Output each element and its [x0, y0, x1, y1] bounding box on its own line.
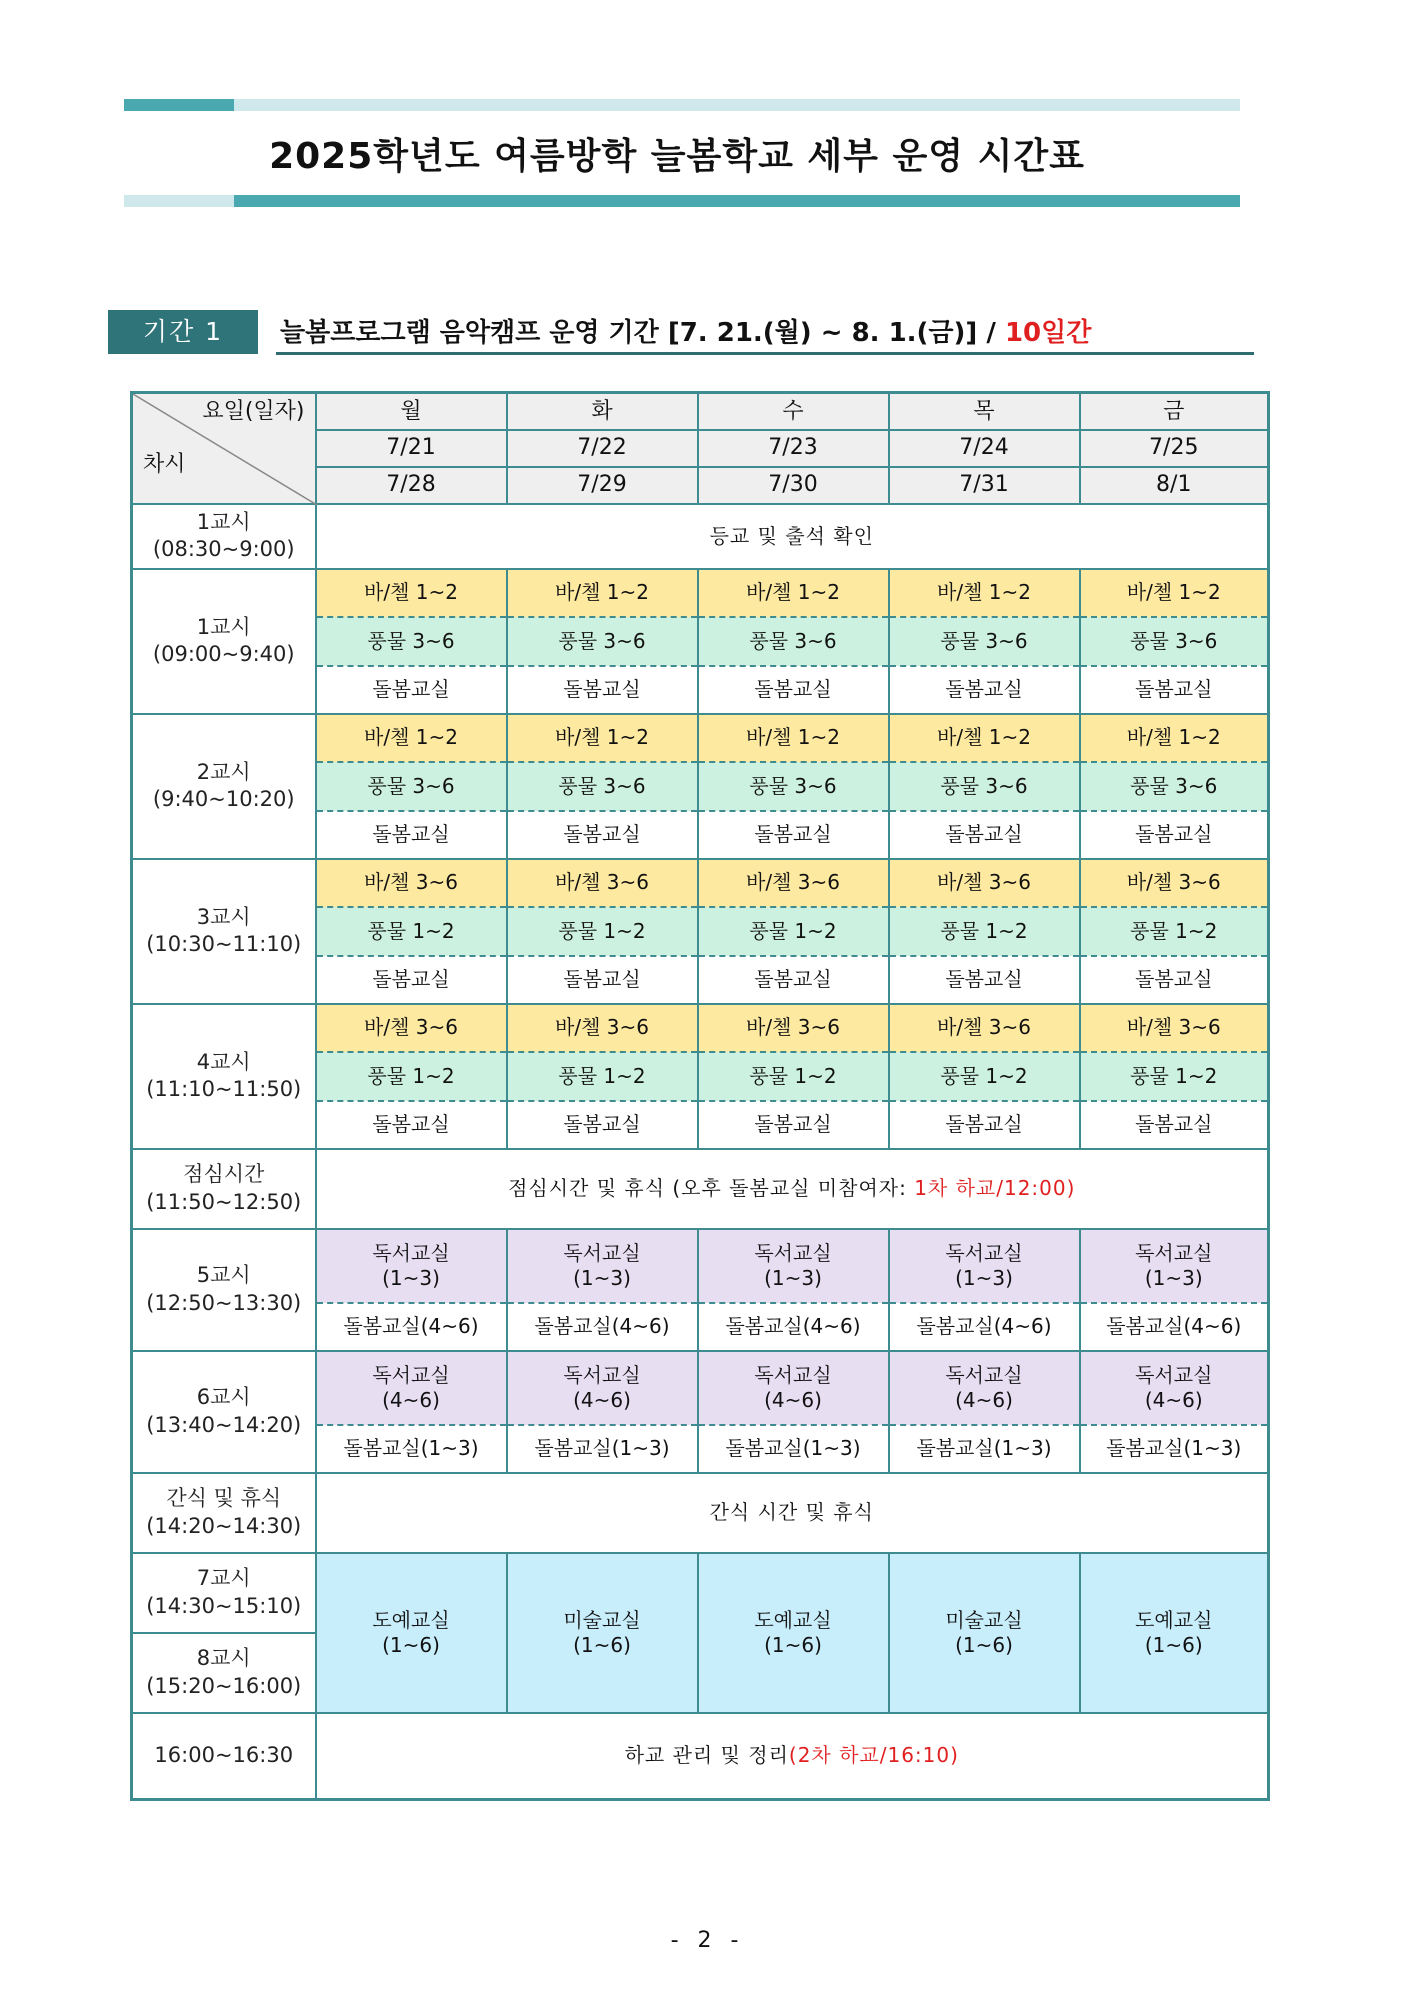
class-cell: 풍물 3~6 — [698, 762, 889, 811]
class-cell: 바/첼 1~2 — [889, 714, 1080, 762]
class-name: 도예교실 — [754, 1607, 832, 1632]
class-grades: (1~3) — [382, 1265, 440, 1290]
class-cell: 풍물 3~6 — [1080, 762, 1269, 811]
class-cell: 돌봄교실 — [316, 666, 507, 714]
period-cell — [132, 1004, 316, 1149]
class-cell: 풍물 1~2 — [507, 1052, 698, 1101]
class-grades: (4~6) — [764, 1387, 822, 1412]
date-week2: 7/31 — [889, 467, 1080, 504]
class-cell — [507, 1229, 698, 1303]
date-week1: 7/25 — [1080, 430, 1269, 467]
class-cell: 돌봄교실(4~6) — [1080, 1303, 1269, 1351]
class-grades: (1~6) — [955, 1632, 1013, 1657]
period-cell — [132, 569, 316, 714]
class-cell: 돌봄교실 — [1080, 956, 1269, 1004]
period-name: 1교시 — [196, 614, 251, 639]
afternoon-class-cell — [507, 1553, 698, 1713]
class-cell: 풍물 1~2 — [316, 907, 507, 956]
afternoon-class-cell — [1080, 1553, 1269, 1713]
period-time: (9:40~10:20) — [152, 787, 295, 811]
class-cell: 풍물 1~2 — [889, 907, 1080, 956]
dismissal-highlight: (2차 하교/16:10) — [788, 1743, 959, 1768]
header-bar-bottom-light — [124, 195, 234, 207]
class-cell: 바/첼 1~2 — [698, 714, 889, 762]
class-cell: 돌봄교실(1~3) — [507, 1425, 698, 1473]
date-week1: 7/22 — [507, 430, 698, 467]
class-cell — [1080, 1351, 1269, 1425]
period-underline — [276, 352, 1254, 355]
corner-top-label: 요일(일자) — [202, 399, 305, 424]
class-cell: 돌봄교실 — [698, 811, 889, 859]
class-cell — [889, 1229, 1080, 1303]
class-grades: (4~6) — [955, 1387, 1013, 1412]
period-time: 16:00~16:30 — [154, 1743, 294, 1768]
class-cell: 풍물 3~6 — [698, 617, 889, 666]
period-cell — [132, 1473, 316, 1553]
class-cell: 돌봄교실(4~6) — [889, 1303, 1080, 1351]
schedule-table — [130, 391, 1270, 1801]
period-description — [280, 312, 1091, 349]
class-cell: 바/첼 3~6 — [507, 859, 698, 907]
class-cell: 풍물 3~6 — [889, 762, 1080, 811]
period-name: 1교시 — [196, 509, 251, 534]
period-time: (11:50~12:50) — [146, 1189, 302, 1214]
page-title: 2025학년도 여름방학 늘봄학교 세부 운영 시간표 — [269, 136, 1085, 177]
class-cell: 돌봄교실 — [507, 666, 698, 714]
period-cell — [132, 859, 316, 1004]
class-cell: 풍물 3~6 — [507, 617, 698, 666]
class-cell: 바/첼 1~2 — [316, 714, 507, 762]
class-cell: 돌봄교실(1~3) — [316, 1425, 507, 1473]
lunch-cell — [316, 1149, 1269, 1229]
class-cell: 바/첼 3~6 — [1080, 859, 1269, 907]
period-time: (09:00~9:40) — [152, 642, 295, 666]
class-cell: 바/첼 3~6 — [698, 859, 889, 907]
date-week2: 7/30 — [698, 467, 889, 504]
period-name: 간식 및 휴식 — [166, 1486, 282, 1511]
class-cell: 돌봄교실 — [889, 1101, 1080, 1149]
class-cell: 풍물 1~2 — [1080, 1052, 1269, 1101]
class-grades: (1~6) — [1144, 1632, 1203, 1657]
period-cell — [132, 1553, 316, 1633]
class-grades: (1~6) — [764, 1632, 822, 1657]
date-week2: 7/29 — [507, 467, 698, 504]
class-cell — [698, 1229, 889, 1303]
date-week2: 8/1 — [1080, 467, 1269, 504]
class-name: 독서교실 — [754, 1362, 832, 1387]
period-cell — [132, 504, 316, 569]
period-days: 10일간 — [1004, 318, 1092, 348]
class-cell: 돌봄교실 — [507, 811, 698, 859]
class-cell: 돌봄교실(1~3) — [889, 1425, 1080, 1473]
class-cell: 돌봄교실 — [698, 1101, 889, 1149]
class-grades: (4~6) — [1144, 1387, 1203, 1412]
class-grades: (1~3) — [1144, 1265, 1203, 1290]
period-time: (08:30~9:00) — [152, 537, 295, 561]
afternoon-class-cell — [316, 1553, 507, 1713]
class-name: 독서교실 — [563, 1362, 641, 1387]
day-header: 금 — [1080, 393, 1269, 430]
day-header: 목 — [889, 393, 1080, 430]
class-cell — [507, 1351, 698, 1425]
class-cell: 돌봄교실 — [1080, 811, 1269, 859]
arrival-cell: 등교 및 출석 확인 — [316, 504, 1269, 569]
period-time: (15:20~16:00) — [146, 1673, 302, 1698]
class-name: 독서교실 — [945, 1362, 1023, 1387]
period-time: (14:30~15:10) — [146, 1593, 302, 1618]
period-cell — [132, 1149, 316, 1229]
dismissal-cell — [316, 1713, 1269, 1800]
class-cell: 바/첼 3~6 — [316, 1004, 507, 1052]
class-cell: 풍물 3~6 — [316, 617, 507, 666]
class-name: 미술교실 — [563, 1607, 641, 1632]
period-name: 2교시 — [196, 759, 251, 784]
class-grades: (1~3) — [955, 1265, 1013, 1290]
class-cell: 바/첼 3~6 — [507, 1004, 698, 1052]
day-header: 월 — [316, 393, 507, 430]
class-name: 독서교실 — [945, 1240, 1023, 1265]
class-cell: 돌봄교실 — [316, 956, 507, 1004]
corner-header — [132, 393, 316, 504]
class-name: 도예교실 — [372, 1607, 450, 1632]
class-cell — [316, 1229, 507, 1303]
period-time: (13:40~14:20) — [146, 1412, 302, 1437]
period-name: 7교시 — [196, 1566, 251, 1591]
class-cell: 풍물 1~2 — [698, 1052, 889, 1101]
period-cell — [132, 1351, 316, 1473]
class-cell: 돌봄교실 — [1080, 666, 1269, 714]
lunch-highlight: 1차 하교/12:00) — [914, 1176, 1076, 1200]
period-time: (12:50~13:30) — [146, 1290, 302, 1315]
class-cell: 돌봄교실(1~3) — [1080, 1425, 1269, 1473]
period-cell — [132, 1229, 316, 1351]
period-name: 점심시간 — [183, 1162, 265, 1187]
class-cell: 풍물 3~6 — [1080, 617, 1269, 666]
date-week1: 7/23 — [698, 430, 889, 467]
class-cell: 돌봄교실(1~3) — [698, 1425, 889, 1473]
period-time: (14:20~14:30) — [146, 1513, 302, 1538]
class-name: 독서교실 — [754, 1240, 832, 1265]
lunch-text: 점심시간 및 휴식 (오후 돌봄교실 미참여자: — [508, 1176, 907, 1200]
class-cell: 돌봄교실 — [698, 666, 889, 714]
class-cell: 돌봄교실 — [316, 811, 507, 859]
day-header: 수 — [698, 393, 889, 430]
period-cell — [132, 1633, 316, 1713]
class-cell: 돌봄교실 — [1080, 1101, 1269, 1149]
period-name: 3교시 — [196, 904, 251, 929]
class-cell: 돌봄교실(4~6) — [316, 1303, 507, 1351]
class-cell: 돌봄교실 — [889, 811, 1080, 859]
class-grades: (1~6) — [382, 1632, 440, 1657]
class-grades: (1~6) — [573, 1632, 631, 1657]
dismissal-text: 하교 관리 및 정리 — [624, 1743, 789, 1768]
class-cell: 풍물 1~2 — [1080, 907, 1269, 956]
class-cell: 돌봄교실 — [507, 1101, 698, 1149]
class-cell — [316, 1351, 507, 1425]
class-cell: 돌봄교실 — [316, 1101, 507, 1149]
class-cell: 바/첼 1~2 — [316, 569, 507, 617]
class-cell — [698, 1351, 889, 1425]
period-name: 6교시 — [196, 1385, 251, 1410]
class-name: 독서교실 — [1135, 1240, 1213, 1265]
class-cell: 풍물 1~2 — [889, 1052, 1080, 1101]
class-grades: (4~6) — [573, 1387, 631, 1412]
day-header: 화 — [507, 393, 698, 430]
class-cell: 풍물 1~2 — [507, 907, 698, 956]
class-cell: 바/첼 3~6 — [889, 859, 1080, 907]
class-cell: 돌봄교실 — [507, 956, 698, 1004]
period-name: 5교시 — [196, 1263, 251, 1288]
class-grades: (4~6) — [382, 1387, 440, 1412]
class-cell — [889, 1351, 1080, 1425]
period-text: 늘봄프로그램 음악캠프 운영 기간 [7. 21.(월) ~ 8. 1.(금)] / — [280, 318, 996, 348]
date-week1: 7/24 — [889, 430, 1080, 467]
class-name: 독서교실 — [563, 1240, 641, 1265]
class-cell: 바/첼 1~2 — [889, 569, 1080, 617]
period-name: 4교시 — [196, 1049, 251, 1074]
class-cell: 바/첼 1~2 — [507, 569, 698, 617]
header-bar-bottom-dark — [234, 195, 1240, 207]
class-name: 도예교실 — [1135, 1607, 1213, 1632]
period-time: (11:10~11:50) — [146, 1077, 302, 1101]
class-name: 독서교실 — [1135, 1362, 1213, 1387]
class-cell: 돌봄교실 — [889, 666, 1080, 714]
date-week1: 7/21 — [316, 430, 507, 467]
period-time: (10:30~11:10) — [146, 932, 302, 956]
class-name: 독서교실 — [372, 1362, 450, 1387]
class-cell: 풍물 3~6 — [507, 762, 698, 811]
class-cell: 돌봄교실 — [889, 956, 1080, 1004]
class-cell: 돌봄교실(4~6) — [507, 1303, 698, 1351]
date-week2: 7/28 — [316, 467, 507, 504]
class-cell: 바/첼 3~6 — [316, 859, 507, 907]
afternoon-class-cell — [698, 1553, 889, 1713]
corner-bottom-label: 차시 — [143, 452, 186, 477]
header-bar-top-dark — [124, 99, 234, 111]
period-cell — [132, 714, 316, 859]
class-cell — [1080, 1229, 1269, 1303]
class-name: 독서교실 — [372, 1240, 450, 1265]
class-cell: 돌봄교실 — [698, 956, 889, 1004]
class-grades: (1~3) — [573, 1265, 631, 1290]
class-cell: 풍물 3~6 — [316, 762, 507, 811]
class-grades: (1~3) — [764, 1265, 822, 1290]
class-cell: 풍물 1~2 — [698, 907, 889, 956]
class-cell: 바/첼 3~6 — [698, 1004, 889, 1052]
class-cell: 바/첼 1~2 — [507, 714, 698, 762]
class-cell: 바/첼 1~2 — [1080, 569, 1269, 617]
class-cell: 바/첼 3~6 — [889, 1004, 1080, 1052]
afternoon-class-cell — [889, 1553, 1080, 1713]
class-cell: 풍물 3~6 — [889, 617, 1080, 666]
snack-cell: 간식 시간 및 휴식 — [316, 1473, 1269, 1553]
class-cell: 바/첼 1~2 — [698, 569, 889, 617]
period-name: 8교시 — [196, 1646, 251, 1671]
header-bar-top-light — [234, 99, 1240, 111]
period-cell — [132, 1713, 316, 1800]
class-cell: 돌봄교실(4~6) — [698, 1303, 889, 1351]
page-number: - 2 - — [670, 1928, 745, 1953]
class-cell: 풍물 1~2 — [316, 1052, 507, 1101]
class-cell: 바/첼 3~6 — [1080, 1004, 1269, 1052]
class-name: 미술교실 — [945, 1607, 1023, 1632]
class-cell: 바/첼 1~2 — [1080, 714, 1269, 762]
period-label: 기간 1 — [108, 310, 258, 354]
